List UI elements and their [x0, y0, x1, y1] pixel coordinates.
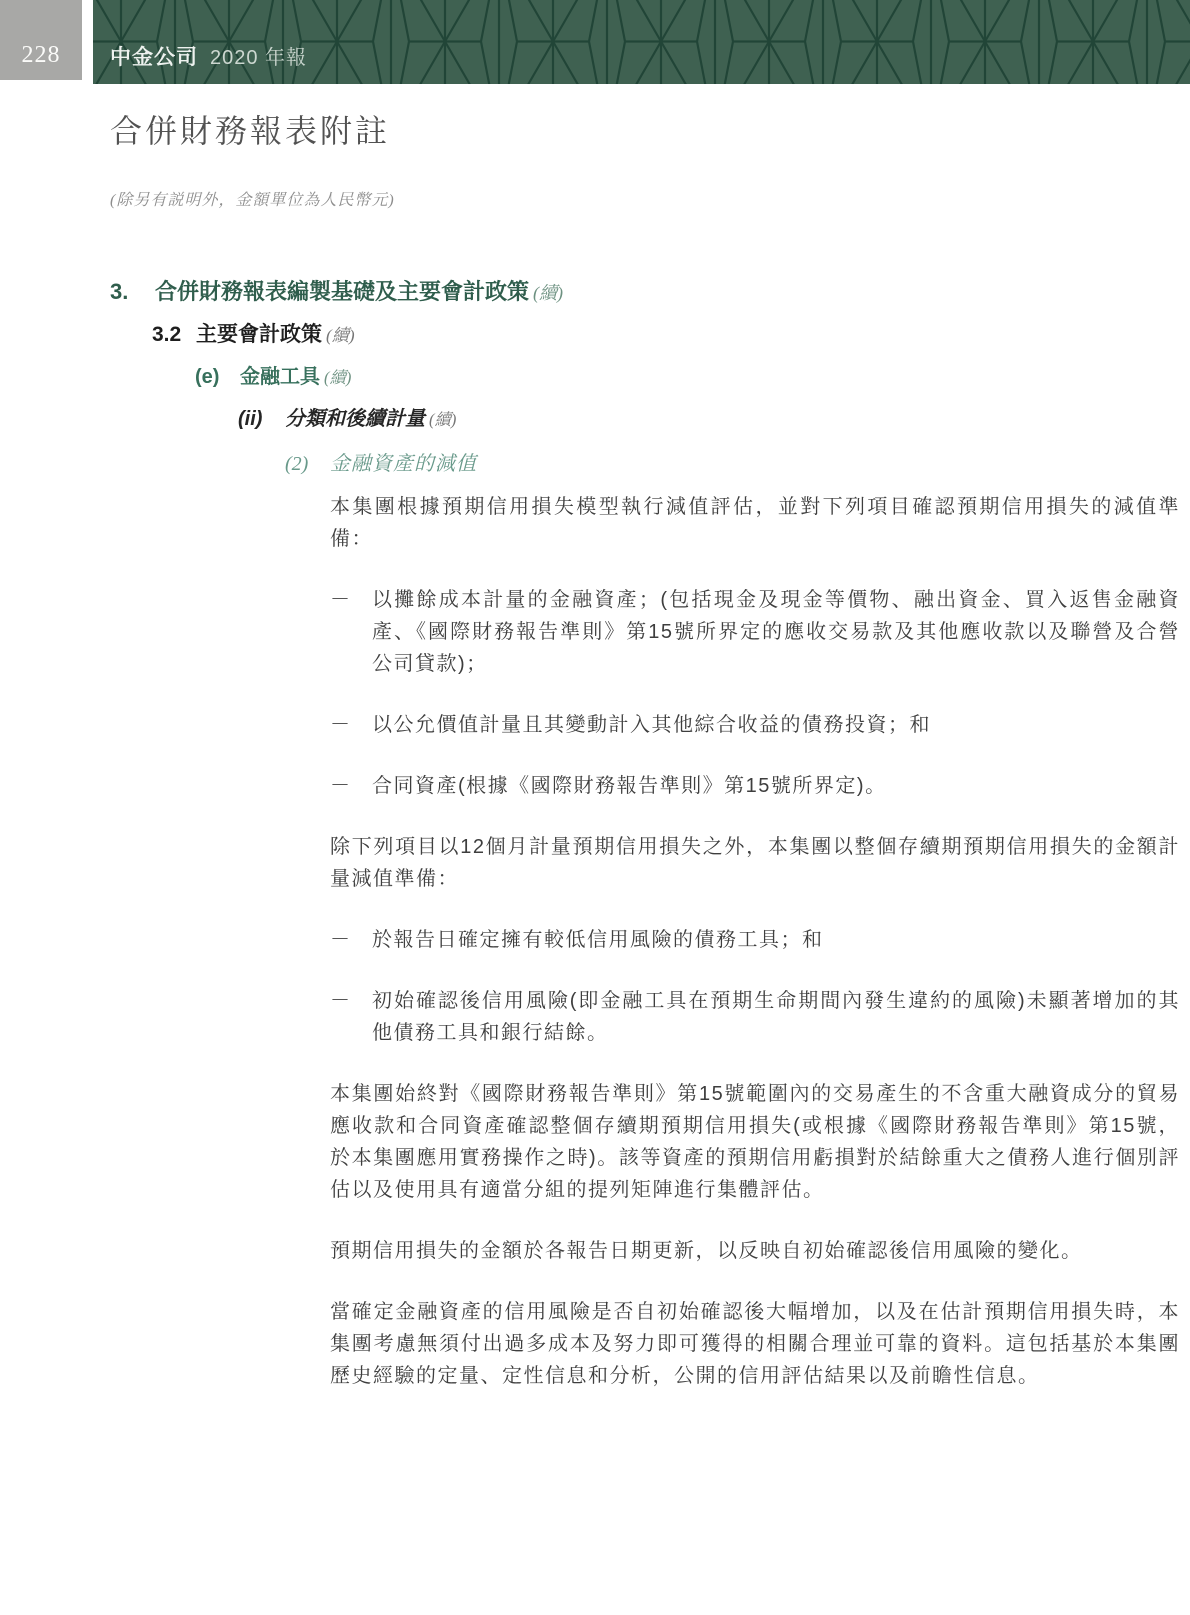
continued-mark: (續) — [324, 368, 352, 387]
continued-mark: (續) — [429, 410, 457, 429]
bullet-dash-icon: － — [330, 589, 352, 611]
section-label: 分類和後續計量 (續) — [285, 408, 457, 430]
bullet-dash-icon: － — [330, 714, 352, 736]
list-item — [330, 985, 1180, 1049]
section-heading-3 — [110, 276, 1190, 309]
section-heading-ii — [238, 405, 1190, 434]
bullet-dash-icon: － — [330, 990, 352, 1012]
section-number: (2) — [285, 453, 309, 475]
section-heading-3-2 — [152, 320, 1190, 351]
list-item-text: 以攤餘成本計量的金融資產；(包括現金及現金等價物、融出資金、買入返售金融資產、《國際財務報告準則》第15號所界定的應收交易款及其他應收款以及聯營及合營公司貸款)； — [372, 589, 1180, 675]
list-item — [330, 924, 1180, 956]
section-number: 3.2 — [152, 323, 182, 346]
bullet-dash-icon: － — [330, 929, 352, 951]
page-number: 228 — [21, 42, 61, 68]
paragraph-assessment: 當確定金融資產的信用風險是否自初始確認後大幅增加，以及在估計預期信用損失時，本集團考慮無須付出過多成本及努力即可獲得的相關合理並可靠的資料。這包括基於本集團歷史經驗的定量、定性信息和分析，公開的信用評估結果以及前瞻性信息。 — [330, 1301, 1180, 1387]
section-label: 合併財務報表編製基礎及主要會計政策 (續) — [155, 279, 564, 304]
currency-note: (除另有説明外，金額單位為人民幣元) — [110, 192, 395, 209]
company-name: 中金公司 — [110, 46, 198, 69]
list-item-text: 初始確認後信用風險(即金融工具在預期生命期間內發生違約的風險)未顯著增加的其他債務工具和銀行結餘。 — [372, 990, 1180, 1044]
paragraph-lifetime: 除下列項目以12個月計量預期信用損失之外，本集團以整個存續期預期信用損失的金額計量減值準備： — [330, 836, 1180, 890]
section-label: 主要會計政策 (續) — [196, 323, 355, 346]
list-item-text: 合同資產(根據《國際財務報告準則》第15號所界定)。 — [372, 775, 887, 797]
list-item — [330, 770, 1180, 802]
page-title: 合併財務報表附註 — [110, 113, 391, 149]
section-number: (ii) — [238, 408, 263, 430]
section-number: (e) — [195, 366, 220, 388]
section-heading-2-impairment — [285, 450, 1190, 478]
band-title — [110, 41, 307, 71]
continued-mark: (續) — [533, 283, 564, 303]
paragraph-ecl-update: 預期信用損失的金額於各報告日期更新，以反映自初始確認後信用風險的變化。 — [330, 1240, 1083, 1262]
paragraph-trade-receivables: 本集團始終對《國際財務報告準則》第15號範圍內的交易產生的不含重大融資成分的貿易應收款和合同資產確認整個存續期預期信用損失(或根據《國際財務報告準則》第15號，於本集團應用實務操作之時)。該等資產的預期信用虧損對於結餘重大之債務人進行個別評估以及使用具有適當分組的提列矩陣進行集體評估。 — [330, 1083, 1180, 1201]
paragraph-intro: 本集團根據預期信用損失模型執行減值評估，並對下列項目確認預期信用損失的減值準備： — [330, 496, 1180, 550]
section-label: 金融工具 (續) — [240, 366, 352, 388]
continued-mark: (續) — [326, 326, 355, 345]
list-item — [330, 709, 1180, 741]
list-item-text: 以公允價值計量且其變動計入其他綜合收益的債務投資；和 — [372, 714, 931, 736]
bullet-dash-icon: － — [330, 775, 352, 797]
section-label: 金融資產的減值 — [330, 453, 477, 475]
section-heading-e — [195, 363, 1190, 392]
list-item — [330, 584, 1180, 680]
list-item-text: 於報告日確定擁有較低信用風險的債務工具；和 — [372, 929, 824, 951]
section-number: 3. — [110, 279, 129, 304]
report-year: 2020 年報 — [210, 47, 308, 69]
